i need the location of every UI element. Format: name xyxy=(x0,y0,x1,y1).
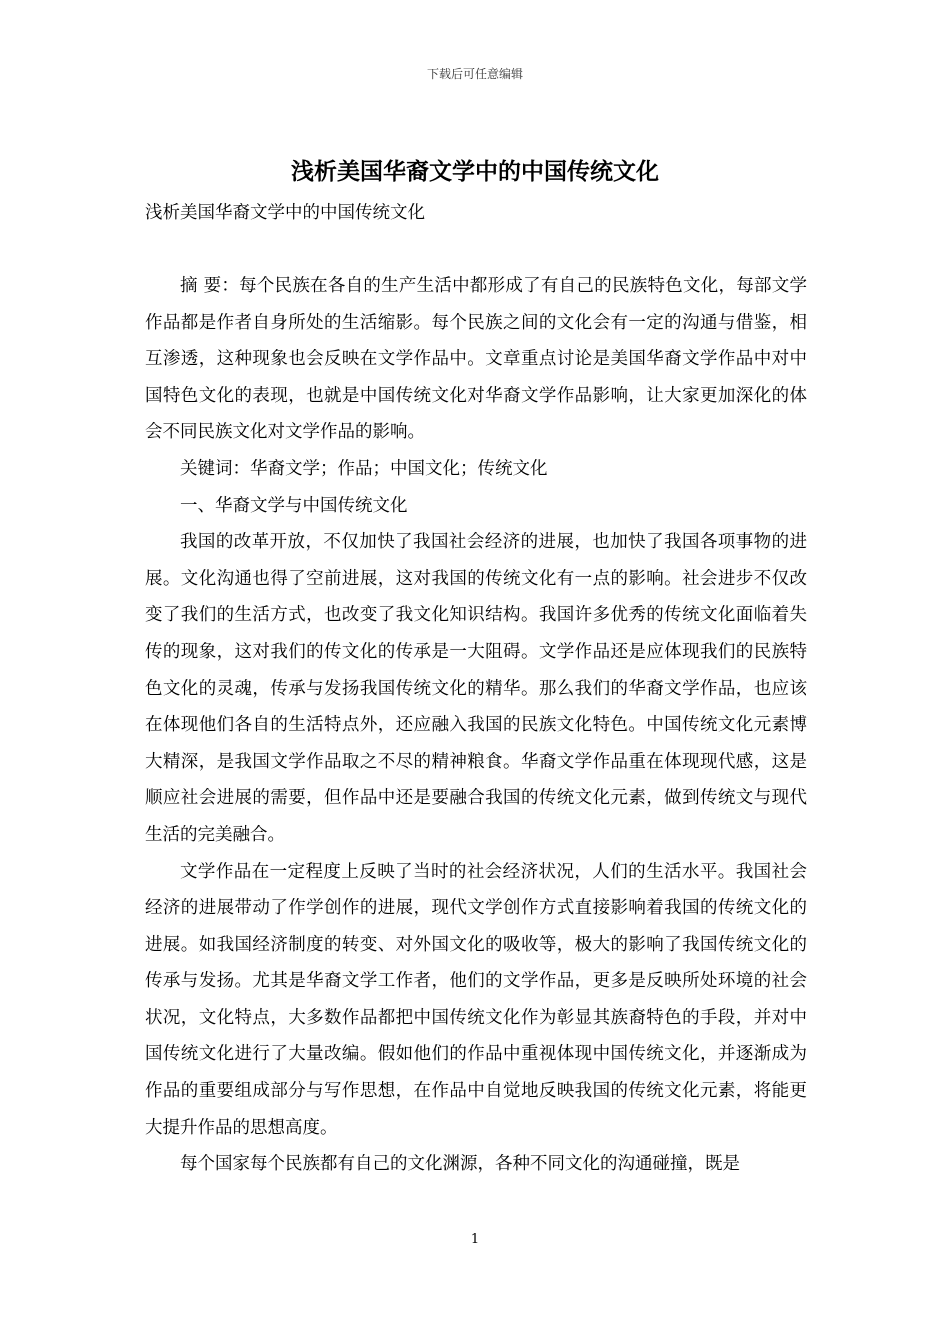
keywords-paragraph: 关键词：华裔文学；作品；中国文化；传统文化 xyxy=(180,458,548,479)
document-title: 浅析美国华裔文学中的中国传统文化 xyxy=(291,159,659,185)
document-body xyxy=(145,268,807,1183)
document-subtitle: 浅析美国华裔文学中的中国传统文化 xyxy=(145,203,425,223)
abstract-paragraph: 摘 要：每个民族在各自的生产生活中都形成了有自己的民族特色文化，每部文学作品都是作者自身所处的生活缩影。每个民族之间的文化会有一定的沟通与借鉴，相互渗透，这种现象也会反映在文学作品中。文章重点讨论是美国华裔文学作品中对中国特色文化的表现，也就是中国传统文化对华裔文学作品影响，让大家更加深化的体会不同民族文化对文学作品的影响。 xyxy=(145,276,807,443)
body-paragraph: 每个国家每个民族都有自己的文化渊源，各种不同文化的沟通碰撞，既是 xyxy=(180,1154,740,1175)
page-header-note: 下载后可任意编辑 xyxy=(426,67,523,81)
section-heading: 一、华裔文学与中国传统文化 xyxy=(180,495,408,516)
body-paragraph: 我国的改革开放，不仅加快了我国社会经济的进展，也加快了我国各项事物的进展。文化沟通也得了空前进展，这对我国的传统文化有一点的影响。社会进步不仅改变了我们的生活方式，也改变了我文化知识结构。我国许多优秀的传统文化面临着失传的现象，这对我们的传文化的传承是一大阻碍。文学作品还是应体现我们的民族特色文化的灵魂，传承与发扬我国传统文化的精华。那么我们的华裔文学作品，也应该在体现他们各自的生活特点外，还应融入我国的民族文化特色。中国传统文化元素博大精深，是我国文学作品取之不尽的精神粮食。华裔文学作品重在体现现代感，这是顺应社会进展的需要，但作品中还是要融合我国的传统文化元素，做到传统文与现代生活的完美融合。 xyxy=(145,532,807,845)
page-number: 1 xyxy=(470,1232,480,1247)
body-paragraph: 文学作品在一定程度上反映了当时的社会经济状况，人们的生活水平。我国社会经济的进展带动了作学创作的进展，现代文学创作方式直接影响着我国的传统文化的进展。如我国经济制度的转变、对外国文化的吸收等，极大的影响了我国传统文化的传承与发扬。尤其是华裔文学工作者，他们的文学作品，更多是反映所处环境的社会状况，文化特点，大多数作品都把中国传统文化作为彰显其族裔特色的手段，并对中国传统文化进行了大量改编。假如他们的作品中重视体现中国传统文化，并逐渐成为作品的重要组成部分与写作思想，在作品中自觉地反映我国的传统文化元素，将能更大提升作品的思想高度。 xyxy=(145,861,807,1138)
